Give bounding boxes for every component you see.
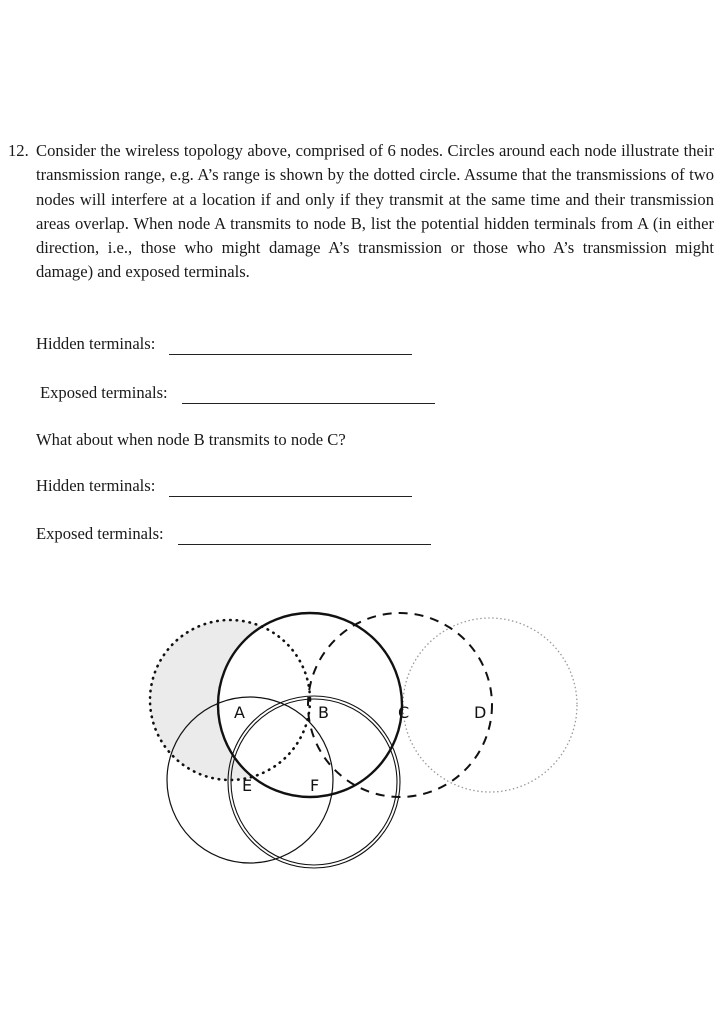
part2-hidden-label: Hidden terminals: xyxy=(36,476,156,495)
part1-hidden-row xyxy=(36,333,412,355)
node-b-label: B xyxy=(318,703,329,722)
node-a-label: A xyxy=(234,703,245,722)
question-number: 12. xyxy=(8,141,29,160)
part1-exposed-label: Exposed terminals: xyxy=(40,383,168,402)
d-range-circle xyxy=(403,618,577,792)
part1-exposed-answer-blank[interactable] xyxy=(182,389,435,404)
part2-exposed-row xyxy=(36,523,431,545)
node-e-label: E xyxy=(242,776,253,795)
question-12 xyxy=(8,139,714,285)
part1-exposed-row xyxy=(40,382,435,404)
follow-up-question: What about when node B transmits to node C? xyxy=(36,430,346,449)
part2-exposed-label: Exposed terminals: xyxy=(36,524,164,543)
node-d-label: D xyxy=(474,703,487,722)
wireless-topology-diagram xyxy=(130,600,600,880)
part1-hidden-label: Hidden terminals: xyxy=(36,334,156,353)
part2-hidden-row xyxy=(36,475,412,497)
node-c-label: C xyxy=(398,703,410,722)
question-text: Consider the wireless topology above, comprised of 6 nodes. Circles around each node illustrate their transmission range, e.g. A’s range is shown by the dotted circle. Assume that the transmissions of two nodes will interfere at a location if and only if they transmit at the same time and their transmission areas overlap. When node A transmits to node B, list the potential hidden terminals from A (in either direction, i.e., those who might damage A’s transmission or those who A’s transmission might damage) and exposed terminals. xyxy=(36,141,714,282)
part2-hidden-answer-blank[interactable] xyxy=(169,482,412,497)
part2-exposed-answer-blank[interactable] xyxy=(178,530,431,545)
part1-hidden-answer-blank[interactable] xyxy=(169,340,412,355)
node-f-label: F xyxy=(310,776,320,795)
a-range-shading xyxy=(130,600,600,880)
